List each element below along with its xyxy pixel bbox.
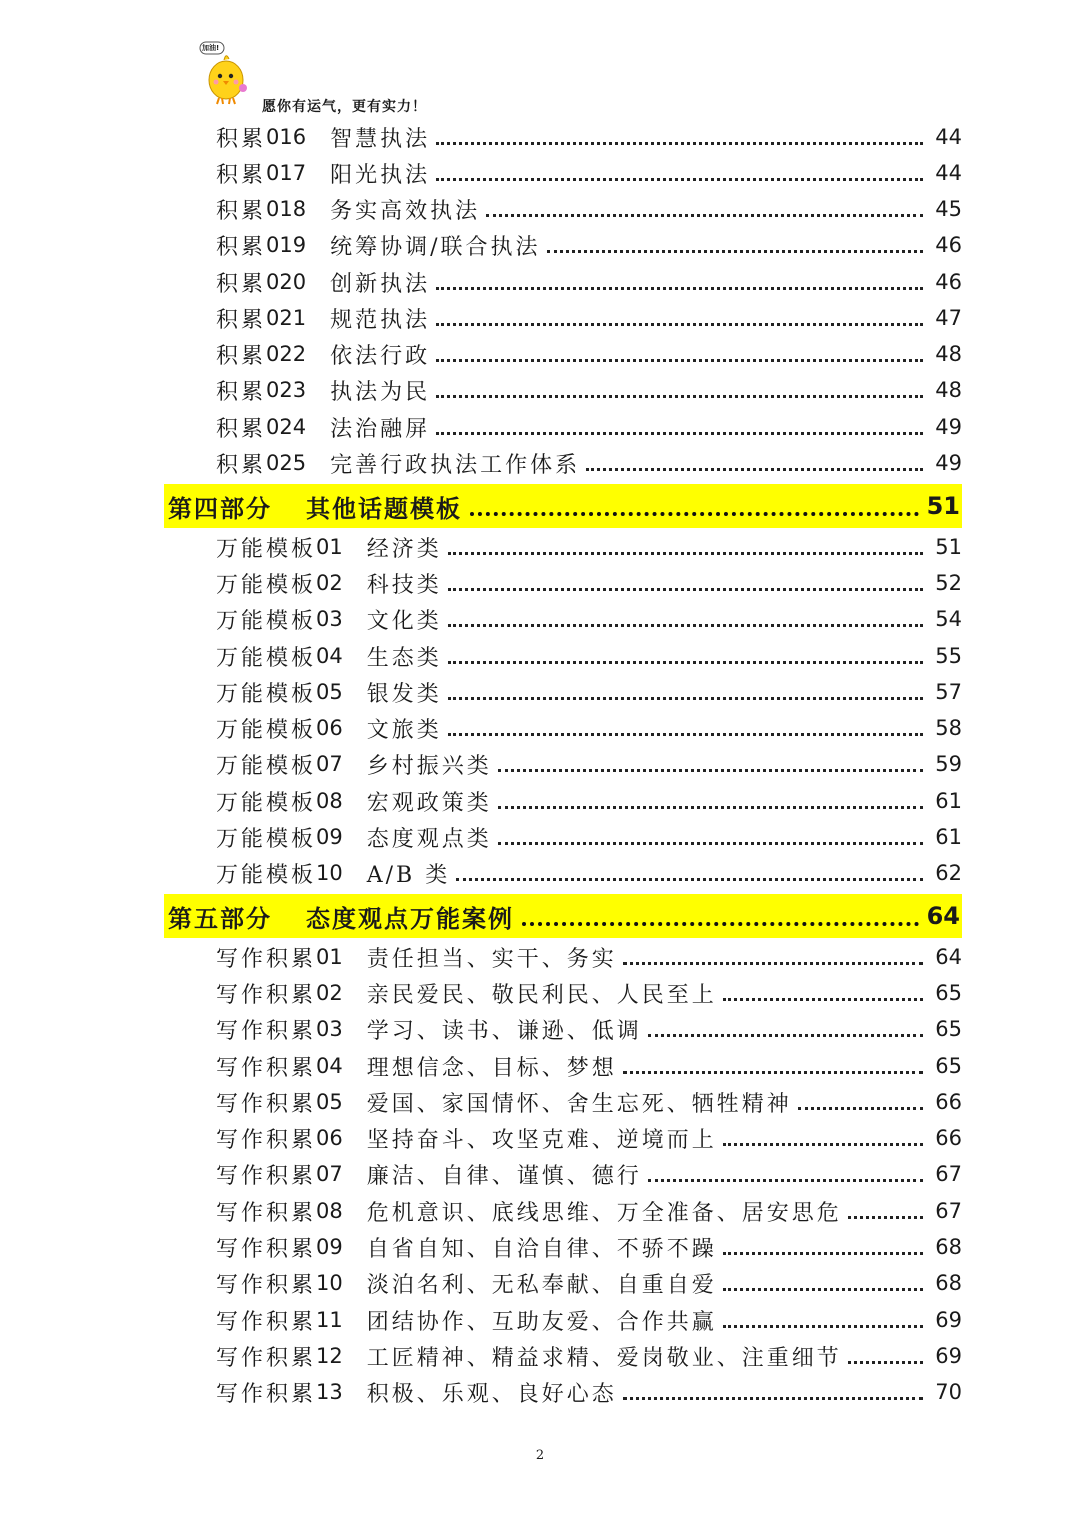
entry-number: 016 — [266, 125, 307, 149]
toc-entry[interactable] — [216, 1267, 962, 1299]
section-page-number: 51 — [926, 492, 960, 520]
entry-number: 04 — [316, 644, 343, 668]
entry-page-number: 44 — [935, 161, 962, 185]
toc-entry[interactable] — [216, 1086, 962, 1118]
entry-page-number: 61 — [935, 789, 962, 813]
entry-page-number: 46 — [935, 233, 962, 257]
entry-page-number: 61 — [935, 825, 962, 849]
entry-page-number: 66 — [935, 1126, 962, 1150]
dot-leader — [723, 1325, 924, 1328]
dot-leader — [448, 661, 924, 664]
entry-title: 阳光执法 — [330, 162, 431, 188]
entry-number: 05 — [316, 1090, 343, 1114]
dot-leader — [798, 1107, 924, 1110]
entry-prefix: 积累 — [216, 126, 267, 152]
dot-leader — [448, 552, 924, 555]
entry-prefix: 积累 — [216, 343, 267, 369]
entry-title: 科技类 — [366, 572, 442, 598]
section-page-number: 64 — [926, 902, 960, 930]
toc-entry[interactable] — [216, 941, 962, 973]
entry-prefix: 写作积累 — [216, 1200, 317, 1226]
entry-prefix: 写作积累 — [216, 1309, 317, 1335]
dot-leader — [623, 1397, 924, 1400]
entry-title: 宏观政策类 — [366, 790, 492, 816]
toc-entry[interactable] — [216, 193, 962, 225]
entry-prefix: 写作积累 — [216, 1018, 317, 1044]
entry-page-number: 65 — [935, 981, 962, 1005]
entry-title: 淡泊名利、无私奉献、自重自爱 — [366, 1272, 717, 1298]
entry-title: 法治融屏 — [330, 416, 431, 442]
toc-entry[interactable] — [216, 821, 962, 853]
toc-entry[interactable] — [216, 785, 962, 817]
entry-title: 执法为民 — [330, 379, 431, 405]
entry-number: 03 — [316, 607, 343, 631]
entry-number: 13 — [316, 1380, 343, 1404]
toc-entry[interactable] — [216, 1050, 962, 1082]
entry-prefix: 万能模板 — [216, 753, 317, 779]
section-title: 其他话题模板 — [306, 493, 462, 523]
entry-title: 廉洁、自律、谨慎、德行 — [366, 1163, 642, 1189]
entry-page-number: 68 — [935, 1271, 962, 1295]
entry-number: 06 — [316, 716, 343, 740]
entry-prefix: 万能模板 — [216, 681, 317, 707]
entry-page-number: 68 — [935, 1235, 962, 1259]
entry-number: 08 — [316, 789, 343, 813]
entry-title: 生态类 — [366, 645, 442, 671]
toc-entry[interactable] — [216, 447, 962, 479]
toc-entry[interactable] — [216, 640, 962, 672]
entry-title: A/B 类 — [366, 862, 451, 888]
entry-prefix: 万能模板 — [216, 572, 317, 598]
entry-page-number: 67 — [935, 1199, 962, 1223]
entry-page-number: 65 — [935, 1054, 962, 1078]
toc-entry[interactable] — [216, 676, 962, 708]
toc-entry[interactable] — [216, 567, 962, 599]
dot-leader — [448, 733, 924, 736]
dot-leader — [723, 998, 924, 1001]
entry-prefix: 积累 — [216, 198, 267, 224]
toc-entry[interactable] — [216, 1231, 962, 1263]
entry-title: 坚持奋斗、攻坚克难、逆境而上 — [366, 1127, 717, 1153]
dot-leader — [723, 1252, 924, 1255]
entry-title: 危机意识、底线思维、万全准备、居安思危 — [366, 1200, 842, 1226]
dot-leader — [436, 359, 923, 362]
toc-entry[interactable] — [216, 157, 962, 189]
dot-leader — [498, 842, 924, 845]
section-label: 第五部分 — [168, 903, 272, 933]
entry-prefix: 万能模板 — [216, 645, 317, 671]
toc-entry[interactable] — [216, 857, 962, 889]
dot-leader — [436, 142, 923, 145]
entry-title: 务实高效执法 — [330, 198, 481, 224]
toc-entry[interactable] — [216, 531, 962, 563]
dot-leader — [470, 512, 919, 516]
entry-page-number: 49 — [935, 451, 962, 475]
entry-prefix: 积累 — [216, 162, 267, 188]
entry-number: 024 — [266, 415, 307, 439]
entry-number: 07 — [316, 1162, 343, 1186]
page-number: 2 — [535, 1448, 545, 1463]
entry-title: 爱国、家国情怀、舍生忘死、牺牲精神 — [366, 1091, 792, 1117]
entry-number: 017 — [266, 161, 307, 185]
entry-prefix: 写作积累 — [216, 982, 317, 1008]
entry-page-number: 69 — [935, 1308, 962, 1332]
toc-entry[interactable] — [216, 712, 962, 744]
toc-entry[interactable] — [216, 302, 962, 334]
dot-leader — [436, 178, 923, 181]
entry-title: 团结协作、互助友爱、合作共赢 — [366, 1309, 717, 1335]
section-heading-part4[interactable] — [164, 484, 962, 528]
entry-title: 依法行政 — [330, 343, 431, 369]
dot-leader — [498, 806, 924, 809]
dot-leader — [623, 962, 924, 965]
entry-prefix: 写作积累 — [216, 1127, 317, 1153]
entry-number: 07 — [316, 752, 343, 776]
entry-page-number: 45 — [935, 197, 962, 221]
toc-entry[interactable] — [216, 266, 962, 298]
dot-leader — [586, 468, 923, 471]
entry-page-number: 46 — [935, 270, 962, 294]
entry-title: 规范执法 — [330, 307, 431, 333]
entry-number: 018 — [266, 197, 307, 221]
motto-text: 愿你有运气，更有实力！ — [262, 99, 427, 115]
entry-prefix: 万能模板 — [216, 826, 317, 852]
page-header — [196, 40, 496, 120]
entry-number: 12 — [316, 1344, 343, 1368]
toc-entry[interactable] — [216, 1340, 962, 1372]
entry-page-number: 49 — [935, 415, 962, 439]
dot-leader — [498, 769, 924, 772]
toc-entry[interactable] — [216, 229, 962, 261]
entry-prefix: 写作积累 — [216, 1272, 317, 1298]
entry-number: 10 — [316, 1271, 343, 1295]
entry-page-number: 62 — [935, 861, 962, 885]
entry-title: 积极、乐观、良好心态 — [366, 1381, 617, 1407]
dot-leader — [848, 1361, 924, 1364]
entry-prefix: 写作积累 — [216, 1091, 317, 1117]
dot-leader — [723, 1288, 924, 1291]
entry-page-number: 55 — [935, 644, 962, 668]
entry-title: 经济类 — [366, 536, 442, 562]
toc-entry[interactable] — [216, 977, 962, 1009]
entry-title: 学习、读书、谦逊、低调 — [366, 1018, 642, 1044]
toc-entry[interactable] — [216, 748, 962, 780]
entry-page-number: 67 — [935, 1162, 962, 1186]
entry-prefix: 积累 — [216, 234, 267, 260]
toc-entry[interactable] — [216, 1158, 962, 1190]
entry-prefix: 写作积累 — [216, 1163, 317, 1189]
toc-entry[interactable] — [216, 1195, 962, 1227]
entry-number: 06 — [316, 1126, 343, 1150]
dot-leader — [848, 1216, 924, 1219]
toc-entry[interactable] — [216, 1013, 962, 1045]
entry-number: 022 — [266, 342, 307, 366]
entry-number: 10 — [316, 861, 343, 885]
entry-number: 05 — [316, 680, 343, 704]
entry-prefix: 积累 — [216, 379, 267, 405]
entry-number: 03 — [316, 1017, 343, 1041]
entry-page-number: 59 — [935, 752, 962, 776]
entry-title: 工匠精神、精益求精、爱岗敬业、注重细节 — [366, 1345, 842, 1371]
entry-page-number: 48 — [935, 378, 962, 402]
entry-title: 银发类 — [366, 681, 442, 707]
entry-number: 01 — [316, 535, 343, 559]
entry-page-number: 65 — [935, 1017, 962, 1041]
entry-prefix: 写作积累 — [216, 1345, 317, 1371]
dot-leader — [623, 1071, 924, 1074]
entry-page-number: 44 — [935, 125, 962, 149]
entry-page-number: 47 — [935, 306, 962, 330]
entry-title: 态度观点类 — [366, 826, 492, 852]
entry-page-number: 57 — [935, 680, 962, 704]
entry-prefix: 写作积累 — [216, 946, 317, 972]
entry-number: 021 — [266, 306, 307, 330]
entry-prefix: 万能模板 — [216, 536, 317, 562]
entry-prefix: 积累 — [216, 452, 267, 478]
entry-title: 智慧执法 — [330, 126, 431, 152]
entry-title: 统筹协调/联合执法 — [330, 234, 541, 260]
entry-page-number: 66 — [935, 1090, 962, 1114]
toc-entry[interactable] — [216, 411, 962, 443]
entry-title: 乡村振兴类 — [366, 753, 492, 779]
dot-leader — [522, 922, 919, 926]
toc-entry[interactable] — [216, 1122, 962, 1154]
toc-entry[interactable] — [216, 1376, 962, 1408]
entry-number: 019 — [266, 233, 307, 257]
entry-page-number: 58 — [935, 716, 962, 740]
dot-leader — [486, 214, 923, 217]
entry-number: 02 — [316, 571, 343, 595]
entry-page-number: 64 — [935, 945, 962, 969]
entry-number: 025 — [266, 451, 307, 475]
dot-leader — [436, 287, 923, 290]
entry-title: 理想信念、目标、梦想 — [366, 1055, 617, 1081]
entry-title: 责任担当、实干、务实 — [366, 946, 617, 972]
entry-page-number: 52 — [935, 571, 962, 595]
entry-title: 自省自知、自洽自律、不骄不躁 — [366, 1236, 717, 1262]
entry-prefix: 写作积累 — [216, 1381, 317, 1407]
entry-number: 02 — [316, 981, 343, 1005]
dot-leader — [436, 323, 923, 326]
entry-prefix: 写作积累 — [216, 1236, 317, 1262]
entry-page-number: 69 — [935, 1344, 962, 1368]
entry-prefix: 写作积累 — [216, 1055, 317, 1081]
entry-prefix: 积累 — [216, 271, 267, 297]
dot-leader — [436, 395, 923, 398]
entry-number: 01 — [316, 945, 343, 969]
toc-entry[interactable] — [216, 1304, 962, 1336]
entry-prefix: 积累 — [216, 416, 267, 442]
entry-prefix: 万能模板 — [216, 790, 317, 816]
entry-title: 文化类 — [366, 608, 442, 634]
entry-page-number: 51 — [935, 535, 962, 559]
dot-leader — [436, 432, 923, 435]
dot-leader — [547, 250, 924, 253]
section-label: 第四部分 — [168, 493, 272, 523]
entry-page-number: 70 — [935, 1380, 962, 1404]
dot-leader — [456, 878, 923, 881]
entry-number: 09 — [316, 825, 343, 849]
entry-number: 09 — [316, 1235, 343, 1259]
entry-title: 文旅类 — [366, 717, 442, 743]
entry-page-number: 48 — [935, 342, 962, 366]
toc-entry[interactable] — [216, 338, 962, 370]
badge-text: 加油! — [202, 44, 220, 52]
dot-leader — [648, 1179, 924, 1182]
entry-prefix: 万能模板 — [216, 717, 317, 743]
entry-prefix: 万能模板 — [216, 608, 317, 634]
entry-number: 04 — [316, 1054, 343, 1078]
entry-prefix: 积累 — [216, 307, 267, 333]
entry-title: 完善行政执法工作体系 — [330, 452, 581, 478]
dot-leader — [448, 588, 924, 591]
section-title: 态度观点万能案例 — [306, 903, 514, 933]
toc-entry[interactable] — [216, 121, 962, 153]
toc-entry[interactable] — [216, 603, 962, 635]
dot-leader — [448, 697, 924, 700]
dot-leader — [448, 624, 924, 627]
entry-number: 023 — [266, 378, 307, 402]
toc-entry[interactable] — [216, 374, 962, 406]
entry-page-number: 54 — [935, 607, 962, 631]
section-heading-part5[interactable] — [164, 894, 962, 938]
dot-leader — [648, 1034, 924, 1037]
entry-prefix: 万能模板 — [216, 862, 317, 888]
dot-leader — [723, 1143, 924, 1146]
entry-number: 020 — [266, 270, 307, 294]
entry-title: 创新执法 — [330, 271, 431, 297]
entry-title: 亲民爱民、敬民利民、人民至上 — [366, 982, 717, 1008]
entry-number: 08 — [316, 1199, 343, 1223]
entry-number: 11 — [316, 1308, 343, 1332]
